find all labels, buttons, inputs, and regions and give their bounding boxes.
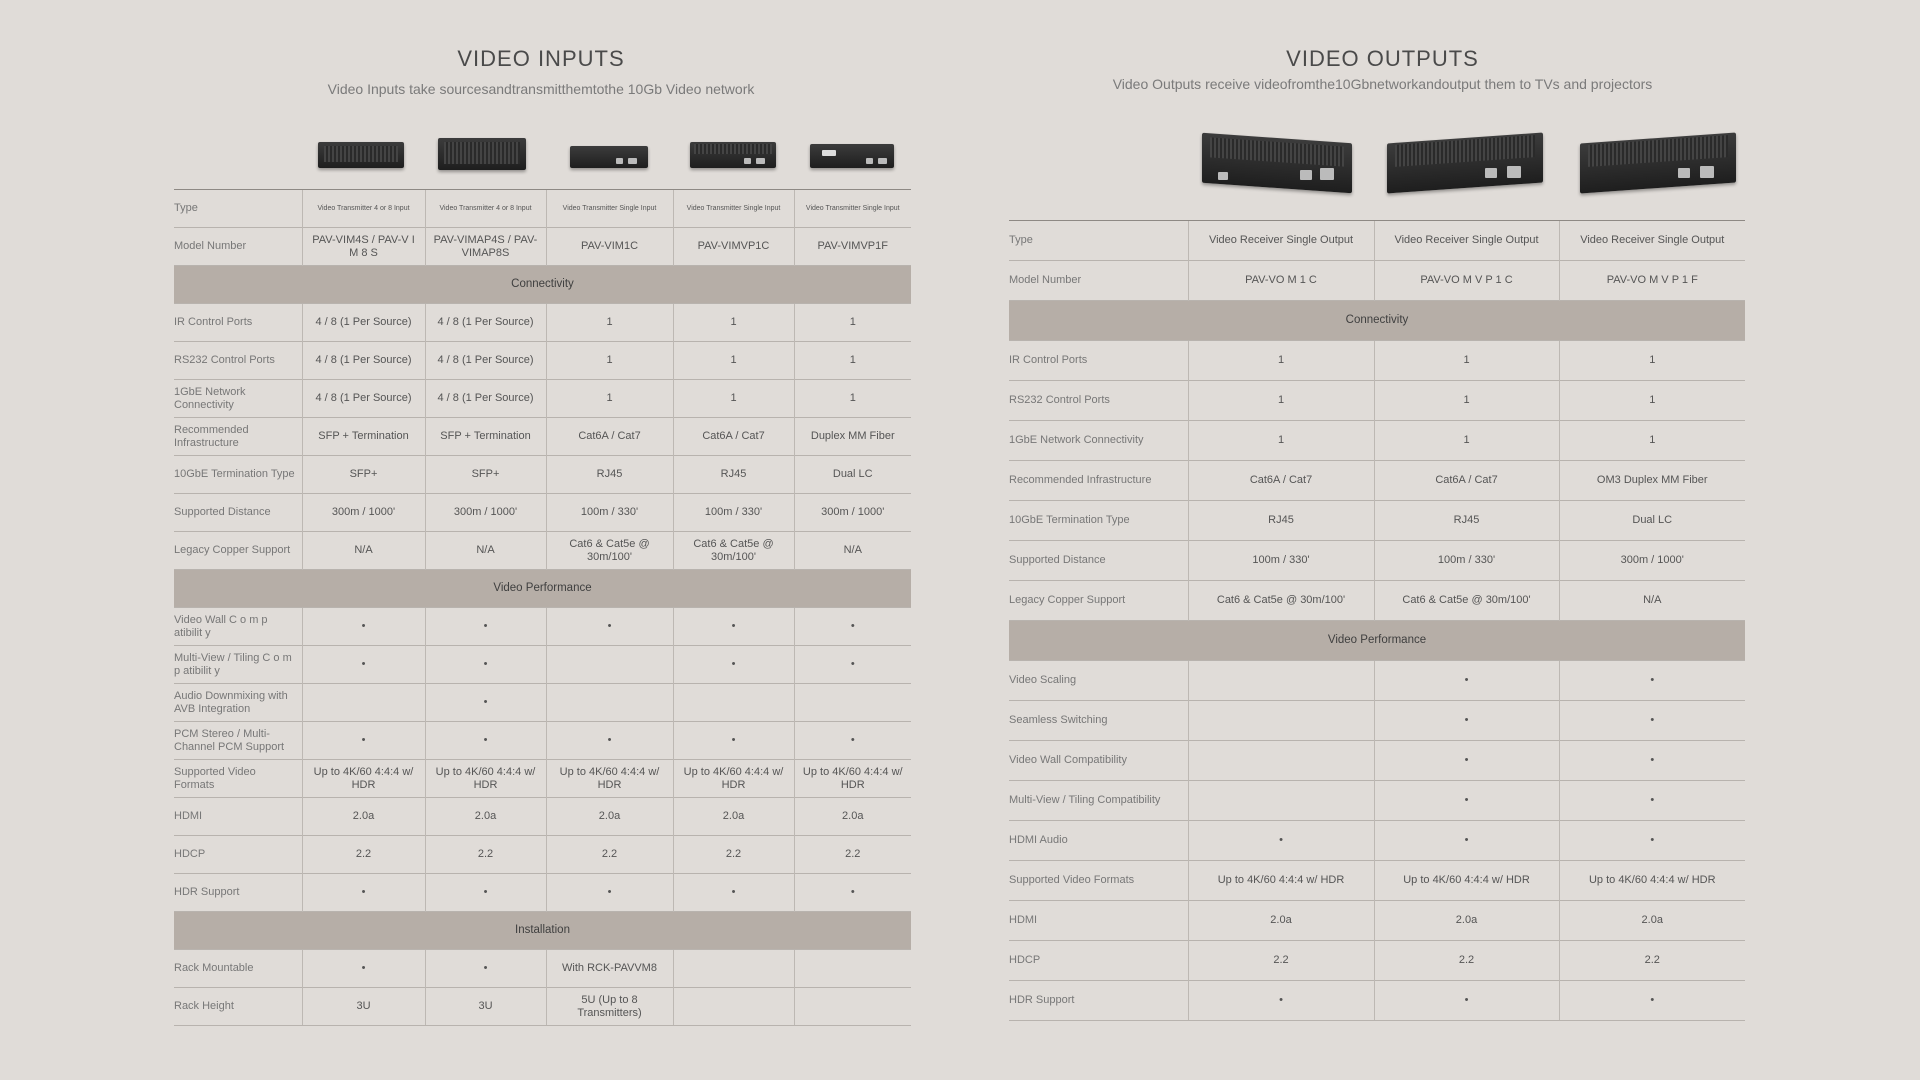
table-cell: • (1559, 741, 1745, 781)
table-cell: • (1559, 981, 1745, 1021)
table-cell: 2.2 (546, 836, 673, 874)
table-cell: • (546, 722, 673, 760)
table-row (1009, 461, 1745, 501)
receiver-image (1385, 130, 1545, 192)
table-cell: • (1374, 741, 1559, 781)
table-row (1009, 781, 1745, 821)
table-cell: 2.0a (1188, 901, 1374, 941)
row-label: Supported Video Formats (1009, 861, 1188, 901)
table-cell: Video Transmitter 4 or 8 Input (425, 190, 546, 228)
table-row (174, 950, 911, 988)
table-cell: • (1374, 781, 1559, 821)
table-cell: 1 (1188, 421, 1374, 461)
table-cell: 2.0a (1559, 901, 1745, 941)
table-cell: • (1374, 821, 1559, 861)
row-label: HDMI (174, 798, 302, 836)
table-cell: N/A (794, 532, 911, 570)
table-cell: Cat6 & Cat5e @ 30m/100' (1374, 581, 1559, 621)
row-label: Audio Downmixing with AVB Integration (174, 684, 302, 722)
table-row (174, 760, 911, 798)
row-label: PCM Stereo / Multi-Channel PCM Support (174, 722, 302, 760)
table-cell: • (425, 646, 546, 684)
table-cell (1188, 741, 1374, 781)
table-cell: • (302, 874, 425, 912)
section-title: Connectivity (1009, 301, 1745, 341)
row-label: Legacy Copper Support (1009, 581, 1188, 621)
table-cell: 300m / 1000' (794, 494, 911, 532)
table-cell: 100m / 330' (673, 494, 794, 532)
table-row (174, 608, 911, 646)
table-cell: • (1559, 661, 1745, 701)
row-label: Supported Distance (1009, 541, 1188, 581)
table-cell: Up to 4K/60 4:4:4 w/ HDR (546, 760, 673, 798)
table-row (1009, 661, 1745, 701)
table-cell: • (673, 608, 794, 646)
row-label: HDMI (1009, 901, 1188, 941)
row-label: Recommended Infrastructure (174, 418, 302, 456)
table-cell: • (1374, 661, 1559, 701)
table-cell: • (1374, 701, 1559, 741)
single-transmitter-image (690, 138, 778, 170)
table-cell: Dual LC (1559, 501, 1745, 541)
table-cell: PAV-VIM4S / PAV-V I M 8 S (302, 228, 425, 266)
table-cell: • (425, 874, 546, 912)
table-row (1009, 221, 1745, 261)
table-cell: 1 (794, 304, 911, 342)
row-label: Multi-View / Tiling Compatibility (1009, 781, 1188, 821)
table-cell: Up to 4K/60 4:4:4 w/ HDR (1188, 861, 1374, 901)
table-cell: RJ45 (673, 456, 794, 494)
table-cell: 4 / 8 (1 Per Source) (302, 304, 425, 342)
table-cell: • (1188, 821, 1374, 861)
table-cell: • (546, 608, 673, 646)
table-row (1009, 581, 1745, 621)
table-cell: Up to 4K/60 4:4:4 w/ HDR (1374, 861, 1559, 901)
table-row (174, 684, 911, 722)
video-outputs-panel (930, 0, 1835, 1080)
table-cell: 100m / 330' (1374, 541, 1559, 581)
table-row (1009, 821, 1745, 861)
row-label: HDCP (1009, 941, 1188, 981)
table-cell: 1 (546, 304, 673, 342)
table-cell: PAV-VIMAP4S / PAV-VIMAP8S (425, 228, 546, 266)
table-cell: • (302, 608, 425, 646)
row-label: Supported Distance (174, 494, 302, 532)
row-label: Recommended Infrastructure (1009, 461, 1188, 501)
table-row (174, 380, 911, 418)
table-cell: With RCK-PAVVM8 (546, 950, 673, 988)
table-cell: PAV-VIM1C (546, 228, 673, 266)
table-cell: Cat6 & Cat5e @ 30m/100' (1188, 581, 1374, 621)
section-title: Video Performance (1009, 621, 1745, 661)
table-row (174, 874, 911, 912)
table-row (1009, 861, 1745, 901)
table-cell (794, 988, 911, 1026)
table-cell: PAV-VIMVP1C (673, 228, 794, 266)
table-cell: Up to 4K/60 4:4:4 w/ HDR (302, 760, 425, 798)
table-cell: 4 / 8 (1 Per Source) (302, 342, 425, 380)
section-header (1009, 301, 1745, 341)
table-cell: PAV-VIMVP1F (794, 228, 911, 266)
row-label: RS232 Control Ports (174, 342, 302, 380)
section-header (174, 266, 911, 304)
table-cell: 2.2 (1188, 941, 1374, 981)
table-row (174, 988, 911, 1026)
row-label: HDCP (174, 836, 302, 874)
table-cell: 4 / 8 (1 Per Source) (425, 304, 546, 342)
table-row (174, 418, 911, 456)
table-cell: 300m / 1000' (302, 494, 425, 532)
table-cell: 100m / 330' (546, 494, 673, 532)
table-cell: 300m / 1000' (1559, 541, 1745, 581)
table-cell: Video Transmitter Single Input (794, 190, 911, 228)
table-cell: 1 (673, 380, 794, 418)
table-row (1009, 741, 1745, 781)
table-cell: Video Transmitter 4 or 8 Input (302, 190, 425, 228)
table-cell: SFP + Termination (425, 418, 546, 456)
table-row (1009, 701, 1745, 741)
table-cell: 2.2 (302, 836, 425, 874)
table-cell: PAV-VO M V P 1 F (1559, 261, 1745, 301)
table-cell: 5U (Up to 8 Transmitters) (546, 988, 673, 1026)
section-title: Connectivity (174, 266, 911, 304)
table-row (1009, 501, 1745, 541)
table-row (174, 722, 911, 760)
table-cell: 1 (1374, 381, 1559, 421)
row-label: Rack Height (174, 988, 302, 1026)
table-row (174, 228, 911, 266)
table-cell: 1 (1559, 421, 1745, 461)
table-cell: • (425, 608, 546, 646)
row-label: Legacy Copper Support (174, 532, 302, 570)
inputs-spec-table (174, 189, 911, 1026)
table-row (174, 456, 911, 494)
table-row (174, 798, 911, 836)
outputs-spec-table (1009, 220, 1745, 1021)
table-row (1009, 981, 1745, 1021)
row-label: HDR Support (1009, 981, 1188, 1021)
table-row (174, 304, 911, 342)
section-header (174, 912, 911, 950)
table-cell: • (673, 646, 794, 684)
inputs-subtitle: Video Inputs take sourcesandtransmitthemtothe 10Gb Video network (327, 81, 755, 97)
row-label: Video Wall C o m p atibilit y (174, 608, 302, 646)
table-row (174, 190, 911, 228)
table-cell: • (425, 950, 546, 988)
table-cell: OM3 Duplex MM Fiber (1559, 461, 1745, 501)
table-cell: 2.2 (673, 836, 794, 874)
table-cell: RJ45 (1374, 501, 1559, 541)
receiver-image (1578, 130, 1738, 192)
row-label: Supported Video Formats (174, 760, 302, 798)
row-label: Type (1009, 221, 1188, 261)
table-cell (1188, 781, 1374, 821)
table-row (1009, 901, 1745, 941)
table-cell: Video Transmitter Single Input (673, 190, 794, 228)
table-cell: 3U (425, 988, 546, 1026)
table-cell: 1 (794, 342, 911, 380)
table-cell: • (673, 874, 794, 912)
table-row (1009, 541, 1745, 581)
table-cell (1188, 661, 1374, 701)
table-cell: Duplex MM Fiber (794, 418, 911, 456)
table-cell: 2.2 (425, 836, 546, 874)
table-cell: 2.0a (794, 798, 911, 836)
table-cell: RJ45 (546, 456, 673, 494)
table-cell: • (1188, 981, 1374, 1021)
single-transmitter-image (810, 140, 896, 170)
row-label: Rack Mountable (174, 950, 302, 988)
table-cell: Video Receiver Single Output (1374, 221, 1559, 261)
table-cell: 4 / 8 (1 Per Source) (425, 380, 546, 418)
table-cell: 1 (673, 342, 794, 380)
table-cell: • (794, 646, 911, 684)
table-cell: Video Receiver Single Output (1559, 221, 1745, 261)
table-cell: • (1559, 821, 1745, 861)
row-label: RS232 Control Ports (1009, 381, 1188, 421)
row-label: Model Number (174, 228, 302, 266)
row-label: IR Control Ports (174, 304, 302, 342)
table-cell: • (1559, 701, 1745, 741)
table-cell: Up to 4K/60 4:4:4 w/ HDR (1559, 861, 1745, 901)
table-cell: 2.0a (546, 798, 673, 836)
table-cell: SFP + Termination (302, 418, 425, 456)
table-cell: 1 (1188, 381, 1374, 421)
table-cell: N/A (425, 532, 546, 570)
table-row (1009, 341, 1745, 381)
row-label: HDMI Audio (1009, 821, 1188, 861)
table-cell: SFP+ (302, 456, 425, 494)
table-cell: Cat6A / Cat7 (546, 418, 673, 456)
table-cell: PAV-VO M 1 C (1188, 261, 1374, 301)
table-cell (673, 684, 794, 722)
table-cell: RJ45 (1188, 501, 1374, 541)
table-cell (673, 950, 794, 988)
table-cell: 2.0a (673, 798, 794, 836)
table-cell: Cat6 & Cat5e @ 30m/100' (673, 532, 794, 570)
table-row (174, 494, 911, 532)
receiver-image (1200, 130, 1354, 192)
table-row (174, 836, 911, 874)
table-cell: 1 (1188, 341, 1374, 381)
table-cell: SFP+ (425, 456, 546, 494)
table-cell: 4 / 8 (1 Per Source) (302, 380, 425, 418)
table-cell: 2.2 (1374, 941, 1559, 981)
table-cell (794, 950, 911, 988)
table-cell: • (302, 722, 425, 760)
row-label: HDR Support (174, 874, 302, 912)
table-row (174, 646, 911, 684)
table-row (174, 342, 911, 380)
table-cell: • (1374, 981, 1559, 1021)
table-cell: 1 (546, 342, 673, 380)
table-cell: Cat6A / Cat7 (1374, 461, 1559, 501)
table-cell: Cat6A / Cat7 (673, 418, 794, 456)
table-cell: Video Receiver Single Output (1188, 221, 1374, 261)
table-cell: Video Transmitter Single Input (546, 190, 673, 228)
outputs-subtitle: Video Outputs receive videofromthe10Gbnetworkandoutput them to TVs and projectors (1112, 76, 1653, 92)
section-header (174, 570, 911, 608)
table-cell (546, 646, 673, 684)
table-cell: 1 (794, 380, 911, 418)
table-cell: 1 (1559, 341, 1745, 381)
table-row (1009, 261, 1745, 301)
table-cell (546, 684, 673, 722)
table-cell: 2.0a (1374, 901, 1559, 941)
row-label: Type (174, 190, 302, 228)
table-cell: • (794, 722, 911, 760)
table-cell: 1 (546, 380, 673, 418)
table-row (174, 532, 911, 570)
table-cell: • (1559, 781, 1745, 821)
table-cell: 2.0a (302, 798, 425, 836)
single-transmitter-image (568, 140, 650, 172)
row-label: Seamless Switching (1009, 701, 1188, 741)
table-cell: • (546, 874, 673, 912)
section-header (1009, 621, 1745, 661)
row-label: 1GbE Network Connectivity (174, 380, 302, 418)
table-cell: • (794, 608, 911, 646)
table-cell: 2.0a (425, 798, 546, 836)
outputs-title: VIDEO OUTPUTS (1286, 46, 1479, 71)
table-cell: • (425, 684, 546, 722)
table-cell: Cat6A / Cat7 (1188, 461, 1374, 501)
rack-transmitter-image (318, 138, 406, 170)
row-label: 10GbE Termination Type (174, 456, 302, 494)
row-label: Video Wall Compatibility (1009, 741, 1188, 781)
table-cell: 1 (673, 304, 794, 342)
table-cell: N/A (302, 532, 425, 570)
section-title: Installation (174, 912, 911, 950)
table-cell: Up to 4K/60 4:4:4 w/ HDR (673, 760, 794, 798)
table-row (1009, 381, 1745, 421)
table-cell: 300m / 1000' (425, 494, 546, 532)
table-cell: • (302, 646, 425, 684)
table-cell: 100m / 330' (1188, 541, 1374, 581)
inputs-title: VIDEO INPUTS (457, 46, 625, 71)
row-label: IR Control Ports (1009, 341, 1188, 381)
table-cell: Up to 4K/60 4:4:4 w/ HDR (794, 760, 911, 798)
table-cell (1188, 701, 1374, 741)
row-label: 1GbE Network Connectivity (1009, 421, 1188, 461)
table-cell: 2.2 (794, 836, 911, 874)
table-cell: Dual LC (794, 456, 911, 494)
table-cell: 1 (1374, 421, 1559, 461)
rack-transmitter-image (438, 134, 528, 174)
table-row (1009, 941, 1745, 981)
table-cell: • (425, 722, 546, 760)
table-cell (302, 684, 425, 722)
table-cell (794, 684, 911, 722)
table-cell: • (673, 722, 794, 760)
table-cell: Cat6 & Cat5e @ 30m/100' (546, 532, 673, 570)
table-cell: PAV-VO M V P 1 C (1374, 261, 1559, 301)
table-cell: Up to 4K/60 4:4:4 w/ HDR (425, 760, 546, 798)
table-cell: 1 (1374, 341, 1559, 381)
section-title: Video Performance (174, 570, 911, 608)
table-cell: 2.2 (1559, 941, 1745, 981)
row-label: 10GbE Termination Type (1009, 501, 1188, 541)
row-label: Model Number (1009, 261, 1188, 301)
table-cell: 4 / 8 (1 Per Source) (425, 342, 546, 380)
table-cell (673, 988, 794, 1026)
row-label: Multi-View / Tiling C o m p atibilit y (174, 646, 302, 684)
table-row (1009, 421, 1745, 461)
table-cell: • (794, 874, 911, 912)
table-cell: 1 (1559, 381, 1745, 421)
table-cell: 3U (302, 988, 425, 1026)
table-cell: N/A (1559, 581, 1745, 621)
row-label: Video Scaling (1009, 661, 1188, 701)
table-cell: • (302, 950, 425, 988)
